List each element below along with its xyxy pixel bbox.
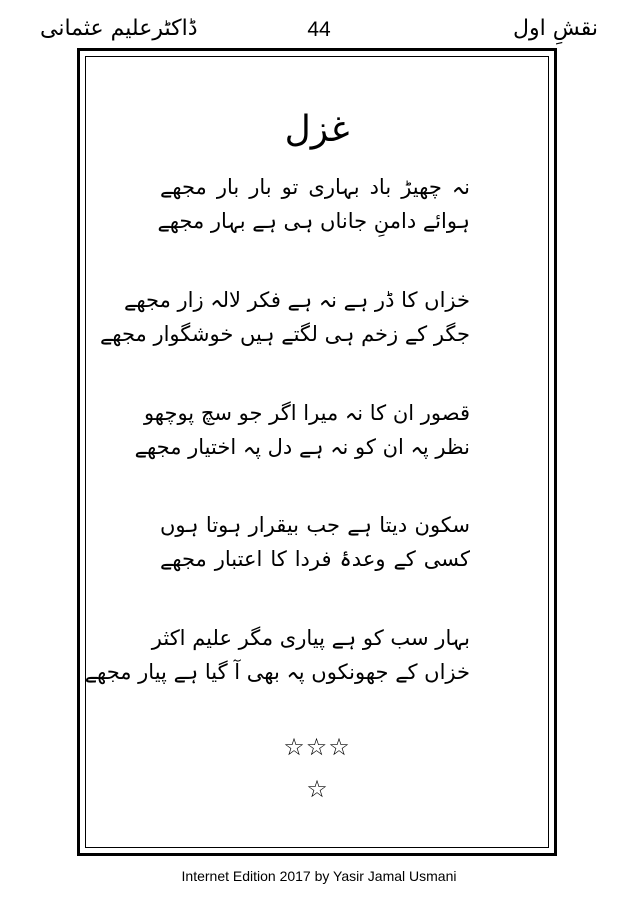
verse-line: نہ چھیڑ باد بہاری تو بار بار مجھے [160, 175, 470, 199]
verse-line: قصور ان کا نہ میرا اگر جو سچ پوچھو [143, 401, 470, 425]
couplet-4 [160, 508, 470, 576]
verse-line: خزاں کا ڈر ہے نہ ہے فکر لالہ زار مجھے [124, 288, 470, 312]
page-header [40, 14, 598, 46]
verse-line: کسی کے وعدۂ فردا کا اعتبار مجھے [160, 547, 470, 571]
author-name: ڈاکٹرعلیم عثمانی [40, 16, 198, 41]
star-ornament-single: ☆ [306, 775, 328, 803]
poem-title: غزل [284, 109, 350, 150]
verse-line: ہوائے دامنِ جاناں ہی ہے بہار مجھے [157, 209, 470, 233]
star-ornament-row: ☆☆☆ [283, 733, 351, 761]
verse-line: سکون دیتا ہے جب بیقرار ہوتا ہوں [160, 513, 470, 537]
verse-line: نظر پہ ان کو نہ ہے دل پہ اختیار مجھے [134, 435, 470, 459]
couplet-1 [157, 170, 470, 238]
couplet-2 [99, 283, 470, 351]
couplet-5 [84, 621, 470, 689]
verse-line: بہار سب کو ہے پیاری مگر علیم اکثر [151, 626, 470, 650]
couplet-3 [134, 396, 470, 464]
verse-line: خزاں کے جھونکوں پہ بھی آ گیا ہے پیار مجھے [84, 660, 470, 684]
book-title: نقشِ اول [512, 16, 598, 41]
footer-credit: Internet Edition 2017 by Yasir Jamal Usmani [181, 868, 457, 884]
verse-line: جگر کے زخم ہی لگتے ہیں خوشگوار مجھے [99, 322, 470, 346]
page-number: 44 [307, 18, 331, 41]
